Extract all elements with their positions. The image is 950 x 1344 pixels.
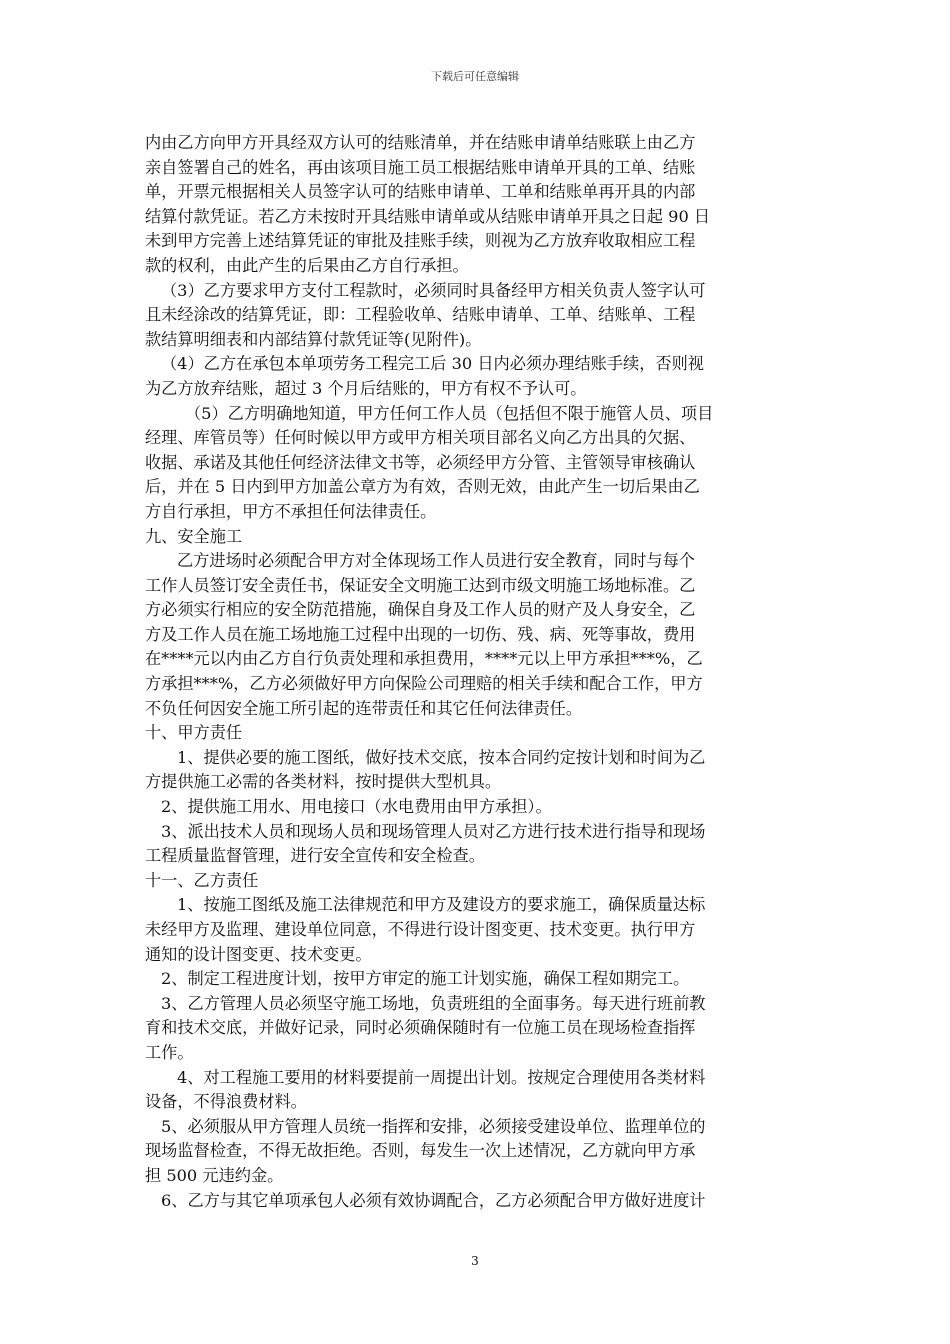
text-line: 未经甲方及监理、建设单位同意，不得进行设计图变更、技术变更。执行甲方	[145, 920, 696, 939]
text-line: （5）乙方明确地知道，甲方任何工作人员（包括但不限于施管人员、项目	[185, 403, 714, 423]
text-line: 3、乙方管理人员必须坚守施工场地，负责班组的全面事务。每天进行班前教	[161, 993, 706, 1013]
section-heading: 十一、乙方责任	[145, 870, 259, 890]
text-line: 1、提供必要的施工图纸，做好技术交底，按本合同约定按计划和时间为乙	[177, 747, 706, 767]
text-line: 且未经涂改的结算凭证，即：工程验收单、结账申请单、工单、结账单、工程	[145, 305, 696, 325]
text-line: 单，开票元根据相关人员签字认可的结账申请单、工单和结账单再开具的内部	[145, 182, 696, 202]
text-line: 方提供施工必需的各类材料，按时提供大型机具。	[145, 772, 502, 792]
document-body	[145, 131, 809, 1213]
text-line: 2、提供施工用水、用电接口（水电费用由甲方承担）。	[161, 797, 552, 817]
text-line: 在****元以内由乙方自行负责处理和承担费用，****元以上甲方承担***%，乙	[145, 649, 703, 669]
text-line: 工作。	[145, 1042, 194, 1062]
text-line: 现场监督检查，不得无故拒绝。否则，每发生一次上述情况，乙方就向甲方承	[145, 1141, 696, 1161]
text-line: 4、对工程施工要用的材料要提前一周提出计划。按规定合理使用各类材料	[177, 1067, 706, 1087]
text-line: 通知的设计图变更、技术变更。	[145, 944, 372, 964]
text-line: 亲自签署自己的姓名，再由该项目施工员工根据结账申请单开具的工单、结账	[145, 157, 696, 177]
text-line: 未到甲方完善上述结算凭证的审批及挂账手续，则视为乙方放弃收取相应工程	[145, 231, 696, 251]
text-line: 方必须实行相应的安全防范措施，确保自身及工作人员的财产及人身安全，乙	[145, 600, 696, 620]
text-line: 方自行承担，甲方不承担任何法律责任。	[145, 501, 437, 521]
text-line: 6、乙方与其它单项承包人必须有效协调配合，乙方必须配合甲方做好进度计	[161, 1190, 706, 1210]
text-line: 3、派出技术人员和现场人员和现场管理人员对乙方进行技术进行指导和现场	[161, 821, 706, 841]
text-line: 经理、库管员等）任何时候以甲方或甲方相关项目部名义向乙方出具的欠据、	[145, 428, 696, 448]
text-line: 担 500 元违约金。	[145, 1165, 284, 1185]
text-line: 收据、承诺及其他任何经济法律文书等，必须经甲方分管、主管领导审核确认	[145, 452, 696, 472]
text-line: 后，并在 5 日内到甲方加盖公章方为有效，否则无效，由此产生一切后果由乙	[145, 477, 700, 497]
text-line: 工程质量监督管理，进行安全宣传和安全检查。	[145, 846, 485, 866]
text-line: 2、制定工程进度计划，按甲方审定的施工计划实施，确保工程如期完工。	[161, 969, 690, 989]
text-line: 为乙方放弃结账，超过 3 个月后结账的，甲方有权不予认可。	[145, 378, 587, 398]
text-line: 育和技术交底，并做好记录，同时必须确保随时有一位施工员在现场检查指挥	[145, 1018, 696, 1038]
page-header: 下载后可任意编辑	[431, 70, 519, 83]
text-line: 乙方进场时必须配合甲方对全体现场工作人员进行安全教育，同时与每个	[177, 551, 695, 571]
text-line: 设备，不得浪费材料。	[145, 1092, 307, 1112]
text-line: 内由乙方向甲方开具经双方认可的结账清单，并在结账申请单结账联上由乙方	[145, 133, 696, 152]
section-heading: 十、甲方责任	[145, 723, 243, 743]
text-line: 方及工作人员在施工场地施工过程中出现的一切伤、残、病、死等事故，费用	[145, 624, 696, 644]
text-line: 结算付款凭证。若乙方未按时开具结账申请单或从结账申请单开具之日起 90 日	[145, 206, 711, 226]
text-line: （3）乙方要求甲方支付工程款时，必须同时具备经甲方相关负责人签字认可	[161, 280, 706, 300]
text-line: 方承担***%，乙方必须做好甲方向保险公司理赔的相关手续和配合工作，甲方	[145, 674, 703, 694]
text-line: 工作人员签订安全责任书，保证安全文明施工达到市级文明施工场地标准。乙	[145, 575, 696, 595]
text-line: 款的权利，由此产生的后果由乙方自行承担。	[145, 255, 469, 275]
page-number: 3	[471, 1254, 479, 1268]
text-line: 不负任何因安全施工所引起的连带责任和其它任何法律责任。	[145, 698, 583, 718]
text-line: 1、按施工图纸及施工法律规范和甲方及建设方的要求施工，确保质量达标	[177, 895, 706, 915]
text-line: 5、必须服从甲方管理人员统一指挥和安排，必须接受建设单位、监理单位的	[161, 1116, 706, 1136]
text-line: 款结算明细表和内部结算付款凭证等(见附件)。	[145, 329, 482, 349]
section-heading: 九、安全施工	[145, 526, 243, 546]
text-line: （4）乙方在承包本单项劳务工程完工后 30 日内必须办理结账手续，否则视	[161, 354, 704, 374]
